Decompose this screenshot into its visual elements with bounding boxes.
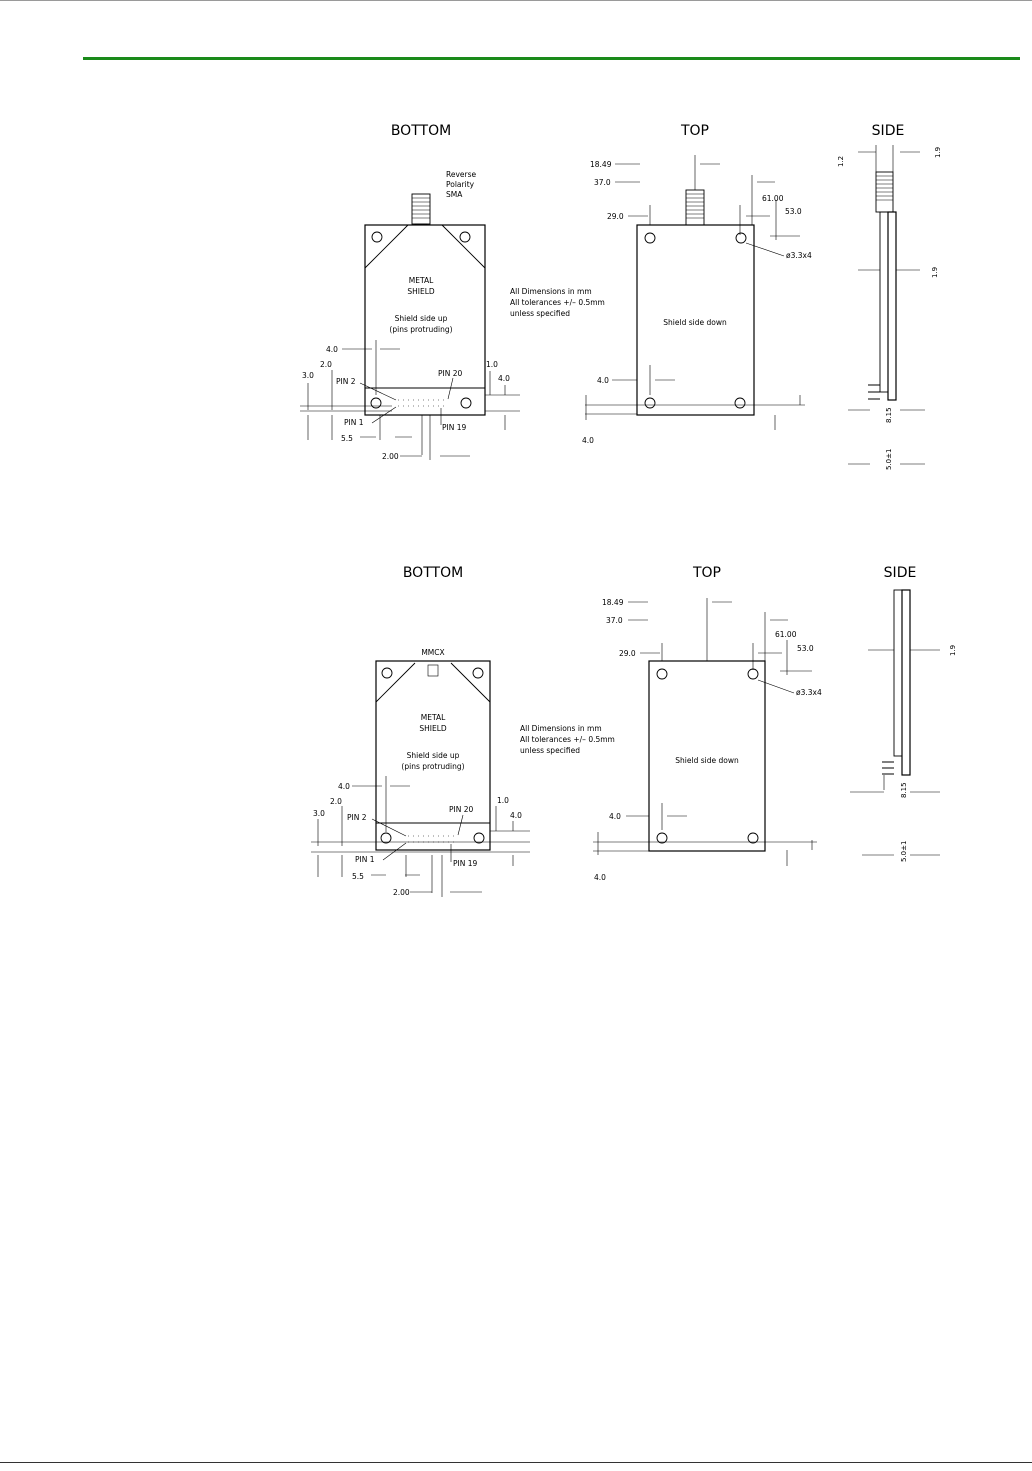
orientation-note-line2: (pins protruding) (389, 325, 453, 334)
note-line1: All Dimensions in mm (510, 287, 592, 296)
orientation-note-line2: (pins protruding) (401, 762, 465, 771)
dim-1-0: 1.0 (486, 360, 498, 369)
bottom-view-mmcx (311, 565, 530, 897)
dim-5-5: 5.5 (341, 434, 353, 443)
orientation-note-line1: Shield side up (406, 751, 460, 760)
dim-61-00: 61.00 (775, 630, 797, 639)
shield-label-line2: SHIELD (419, 724, 447, 733)
note-line2: All tolerances +/– 0.5mm (510, 298, 605, 307)
dim-29-0: 29.0 (607, 212, 624, 221)
dim-2-00: 2.00 (393, 888, 410, 897)
dim-2-00: 2.00 (382, 452, 399, 461)
sma-connector-icon (686, 190, 704, 225)
dim-37-0: 37.0 (594, 178, 611, 187)
pin-1-label: PIN 1 (344, 418, 364, 427)
pin-20-label: PIN 20 (438, 369, 463, 378)
dim-18-49: 18.49 (602, 598, 624, 607)
top-view-mmcx (593, 565, 822, 882)
orientation-note-line1: Shield side up (394, 314, 448, 323)
general-notes-mmcx (520, 724, 615, 755)
shield-side-down-label: Shield side down (675, 756, 739, 765)
dim-1-9-mid: 1.9 (931, 266, 939, 278)
note-line1: All Dimensions in mm (520, 724, 602, 733)
dim-4-0-bottom: 4.0 (582, 436, 594, 445)
connector-label: MMCX (421, 648, 445, 657)
dim-53-0: 53.0 (785, 207, 802, 216)
dim-5-0-tolerance: 5.0±1 (900, 840, 908, 862)
connector-label-line1: Reverse (446, 170, 477, 179)
dim-1-2: 1.2 (837, 155, 845, 167)
pin-2-label: PIN 2 (336, 377, 356, 386)
pin-19-label: PIN 19 (442, 423, 467, 432)
top-heading: TOP (692, 565, 722, 581)
note-line3: unless specified (510, 309, 570, 318)
bottom-heading: BOTTOM (390, 123, 452, 139)
hole-callout: ø3.3x4 (786, 251, 812, 260)
dim-5-5: 5.5 (352, 872, 364, 881)
dim-37-0: 37.0 (606, 616, 623, 625)
pin-19-label: PIN 19 (453, 859, 478, 868)
dimension-lines (850, 650, 940, 855)
bottom-heading: BOTTOM (402, 565, 464, 581)
dim-4-0-right: 4.0 (498, 374, 510, 383)
shield-label-line2: SHIELD (407, 287, 435, 296)
side-shield-profile (880, 212, 888, 392)
dim-3-0: 3.0 (313, 809, 325, 818)
dim-29-0: 29.0 (619, 649, 636, 658)
general-notes-sma (510, 287, 605, 318)
top-heading: TOP (680, 123, 710, 139)
dim-4-0: 4.0 (326, 345, 338, 354)
side-view-sma (837, 123, 942, 470)
bottom-view-sma (300, 123, 520, 461)
side-board-profile (902, 590, 910, 775)
dim-61-00: 61.00 (762, 194, 784, 203)
sma-thread-icon (412, 198, 430, 218)
drawing-set-sma (300, 123, 942, 470)
note-line2: All tolerances +/– 0.5mm (520, 735, 615, 744)
side-heading: SIDE (871, 123, 905, 139)
shield-label-line1: METAL (408, 276, 434, 285)
side-shield-profile (894, 590, 902, 756)
dim-8-15: 8.15 (885, 407, 893, 423)
dim-5-0-tolerance: 5.0±1 (885, 448, 893, 470)
side-pins-icon (868, 385, 880, 399)
side-pins-icon (882, 762, 894, 774)
dim-4-0-right: 4.0 (510, 811, 522, 820)
dim-2-0: 2.0 (320, 360, 332, 369)
dim-4-0: 4.0 (338, 782, 350, 791)
shield-label-line1: METAL (420, 713, 446, 722)
dim-4-0-left: 4.0 (609, 812, 621, 821)
connector-label-line3: SMA (446, 190, 463, 199)
dim-8-15: 8.15 (900, 782, 908, 798)
dim-53-0: 53.0 (797, 644, 814, 653)
shield-side-down-label: Shield side down (663, 318, 727, 327)
dim-1-9: 1.9 (949, 644, 957, 656)
pin-1-label: PIN 1 (355, 855, 375, 864)
dim-1-0: 1.0 (497, 796, 509, 805)
dim-4-0-left: 4.0 (597, 376, 609, 385)
dim-1-9-top: 1.9 (934, 146, 942, 158)
dim-2-0: 2.0 (330, 797, 342, 806)
dim-18-49: 18.49 (590, 160, 612, 169)
connector-label-line2: Polarity (446, 180, 475, 189)
side-view-mmcx (850, 565, 957, 862)
sma-thread-icon (686, 194, 704, 218)
hole-callout: ø3.3x4 (796, 688, 822, 697)
pin-20-label: PIN 20 (449, 805, 474, 814)
sma-thread-icon (876, 176, 893, 200)
pin-2-label: PIN 2 (347, 813, 367, 822)
side-heading: SIDE (883, 565, 917, 581)
sma-connector-icon (412, 194, 430, 224)
side-board-profile (888, 212, 896, 400)
dim-4-0-bottom: 4.0 (594, 873, 606, 882)
note-line3: unless specified (520, 746, 580, 755)
drawing-set-mmcx (311, 565, 957, 897)
dim-3-0: 3.0 (302, 371, 314, 380)
top-view-sma (582, 123, 812, 445)
